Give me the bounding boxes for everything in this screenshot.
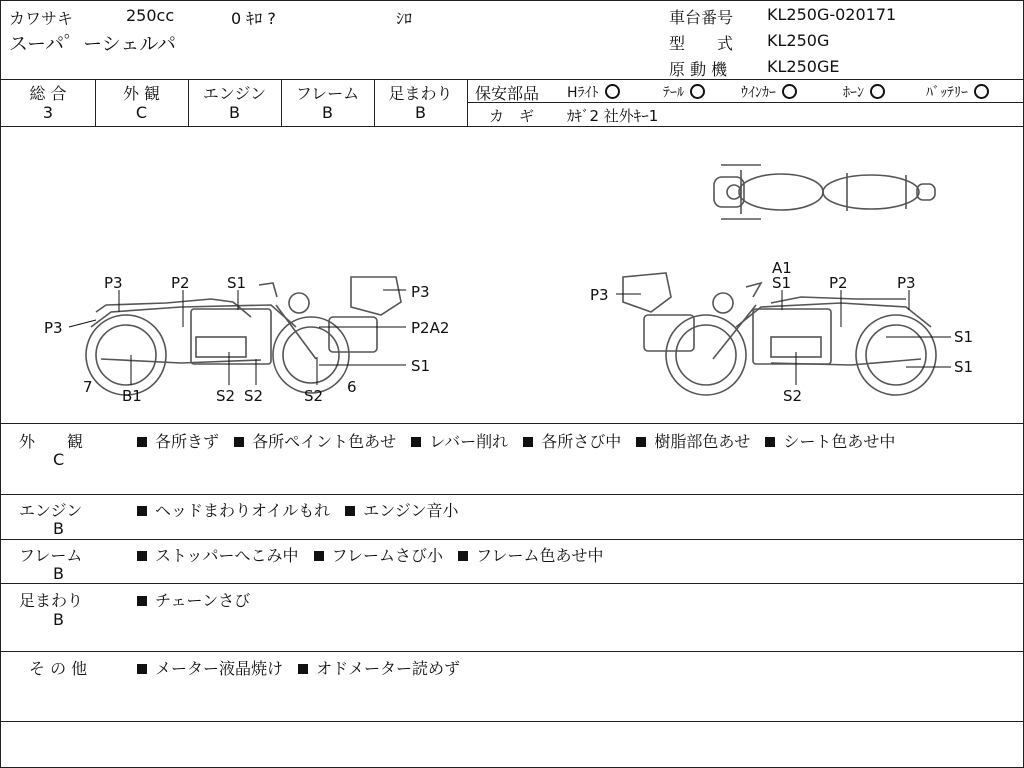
- grade-engine-value: B: [229, 103, 240, 122]
- ok-circle-icon: [870, 84, 885, 99]
- type-value: KL250G: [767, 31, 830, 50]
- bullet-icon: [298, 664, 308, 674]
- bullet-icon: [137, 664, 147, 674]
- diag-label: S2: [304, 387, 324, 405]
- bullet-icon: [636, 437, 646, 447]
- bike-top-view-icon: [714, 165, 935, 219]
- model-name: スーパ゜ーシェルパ: [9, 33, 177, 55]
- bullet-icon: [411, 437, 421, 447]
- grade-suspension-value: B: [415, 103, 426, 122]
- grade-overall-value: 3: [42, 103, 54, 122]
- section-engine-label: エンジン: [19, 501, 83, 520]
- bullet-icon: [137, 506, 147, 516]
- diag-label: S1: [954, 358, 974, 376]
- divider: [1, 539, 1023, 540]
- divider: [467, 102, 1023, 103]
- grade-frame-label: フレーム: [295, 84, 360, 103]
- maker: カワサキ: [9, 9, 74, 28]
- section-exterior-grade: C: [53, 450, 65, 469]
- section-suspension-grade: B: [53, 610, 64, 629]
- displacement: 250cc: [126, 6, 175, 25]
- bullet-icon: [314, 551, 324, 561]
- diag-label: S1: [954, 328, 974, 346]
- diag-label: S2: [244, 387, 264, 405]
- ok-circle-icon: [974, 84, 989, 99]
- diag-label: P2: [171, 274, 190, 292]
- section-other-items: メーター液晶焼け オドメーター読めず: [137, 656, 470, 679]
- section-suspension-items: チェーンさび: [137, 588, 260, 611]
- grade-frame-value: B: [322, 103, 333, 122]
- divider: [1, 721, 1023, 722]
- safety-title: 保安部品: [475, 84, 540, 103]
- diag-label: P3: [44, 319, 63, 337]
- engine-label: 原 動 機: [669, 60, 728, 79]
- diag-label: S2: [216, 387, 236, 405]
- grade-suspension-label: 足まわり: [388, 84, 453, 103]
- safety-item-headlight: Hﾗｲﾄ: [567, 82, 620, 102]
- damage-diagram: [1, 127, 1023, 423]
- bullet-icon: [137, 551, 147, 561]
- diag-label: P3: [897, 274, 916, 292]
- divider: [1, 423, 1023, 424]
- bullet-icon: [137, 596, 147, 606]
- section-frame-items: ストッパーへこみ中 フレームさび小 フレーム色あせ中: [137, 543, 613, 566]
- diag-label: 7: [83, 378, 93, 396]
- section-other-label: そ の 他: [29, 659, 88, 678]
- bullet-icon: [458, 551, 468, 561]
- safety-item-winker: ｳｲﾝｶｰ: [741, 82, 797, 102]
- key-label: カ ギ: [489, 107, 535, 125]
- type-label: 型 式: [669, 34, 734, 53]
- section-exterior-label: 外 観: [19, 432, 84, 451]
- grade-exterior-label: 外 観: [122, 84, 161, 103]
- divider: [1, 583, 1023, 584]
- ok-circle-icon: [605, 84, 620, 99]
- diag-label: P3: [411, 283, 430, 301]
- divider: [1, 651, 1023, 652]
- ok-circle-icon: [690, 84, 705, 99]
- color: ｼﾛ: [396, 9, 413, 28]
- grade-exterior-value: C: [135, 103, 148, 122]
- divider: [1, 494, 1023, 495]
- bullet-icon: [765, 437, 775, 447]
- section-suspension-label: 足まわり: [19, 591, 84, 610]
- section-engine-grade: B: [53, 519, 64, 538]
- diag-label: S1: [227, 274, 247, 292]
- section-frame-label: フレーム: [19, 546, 83, 565]
- diag-label: S2: [783, 387, 803, 405]
- section-engine-items: ヘッドまわりオイルもれ エンジン音小: [137, 498, 469, 521]
- section-frame-grade: B: [53, 564, 64, 583]
- diag-label: B1: [122, 387, 142, 405]
- diag-label: A1: [772, 259, 792, 277]
- ok-circle-icon: [782, 84, 797, 99]
- diag-label: S1: [772, 274, 792, 292]
- key-value: ｶｷﾞ2 社外ｷｰ1: [567, 107, 659, 125]
- safety-item-tail: ﾃｰﾙ: [663, 82, 705, 102]
- safety-item-battery: ﾊﾞｯﾃﾘｰ: [926, 82, 989, 102]
- engine-value: KL250GE: [767, 57, 840, 76]
- diag-label: P3: [590, 286, 609, 304]
- frame-number-value: KL250G-020171: [767, 5, 897, 24]
- bullet-icon: [234, 437, 244, 447]
- diag-label: S1: [411, 357, 431, 375]
- diag-label: 6: [347, 378, 357, 396]
- bullet-icon: [523, 437, 533, 447]
- diag-label: P2: [829, 274, 848, 292]
- safety-item-horn: ﾎｰﾝ: [843, 82, 885, 102]
- frame-number-label: 車台番号: [669, 8, 734, 27]
- section-exterior-items: 各所きず 各所ペイント色あせ レバー削れ 各所さび中 樹脂部色あせ シート色あせ中: [137, 429, 905, 452]
- diag-label: P2A2: [411, 319, 450, 337]
- grade-engine-label: エンジン: [202, 84, 267, 103]
- grade-overall-label: 総 合: [29, 84, 67, 103]
- bullet-icon: [345, 506, 355, 516]
- mileage: 0 ｷﾛ ?: [231, 9, 276, 28]
- diag-label: P3: [104, 274, 123, 292]
- divider: [1, 79, 1023, 80]
- bullet-icon: [137, 437, 147, 447]
